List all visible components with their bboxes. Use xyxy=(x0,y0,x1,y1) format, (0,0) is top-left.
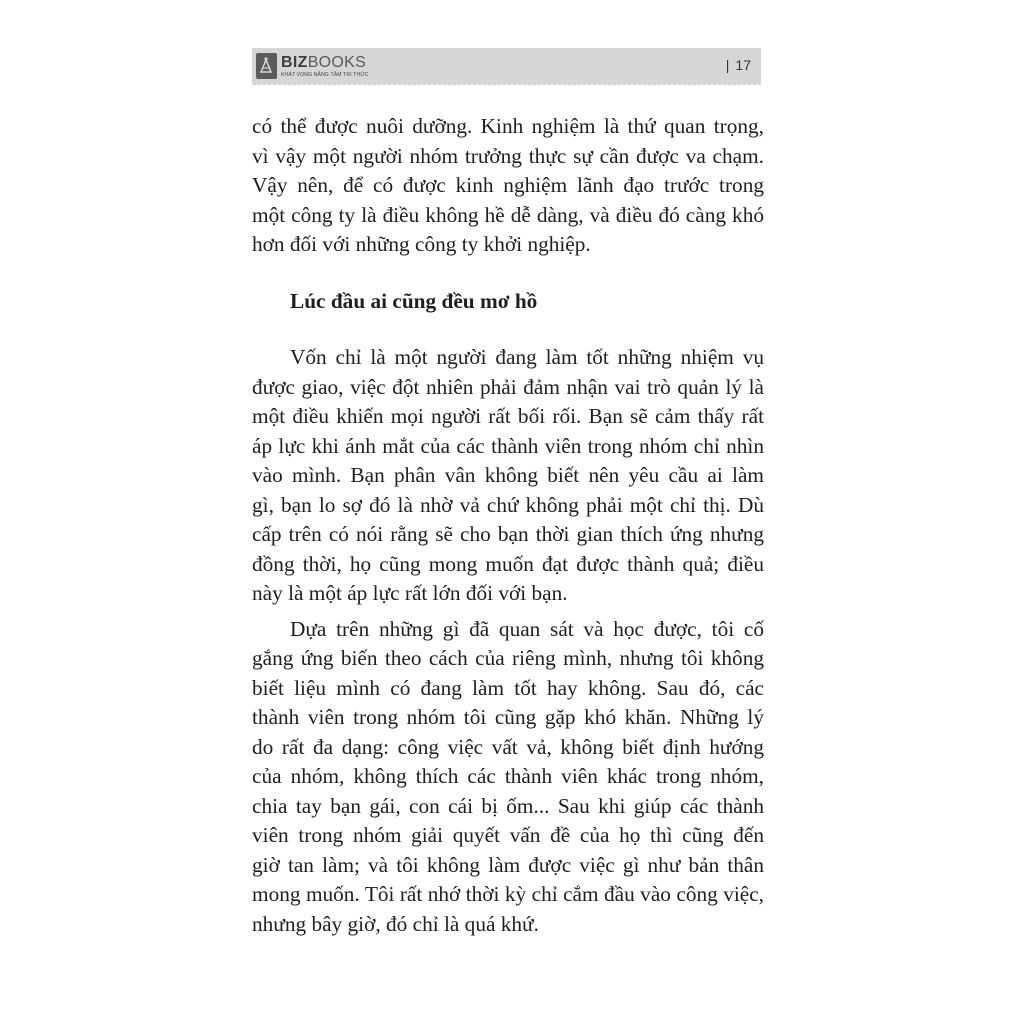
page-number xyxy=(726,57,751,73)
text-line: đồng thời, họ cũng mong muốn đạt được thành quả; điều xyxy=(252,551,764,576)
page-header xyxy=(252,48,761,83)
bizbooks-logo-icon xyxy=(256,53,277,79)
text-line: chia tay bạn gái, con cái bị ốm... Sau khi giúp các thành xyxy=(252,793,764,818)
text-line: nhưng bây giờ, đó chỉ là quá khứ. xyxy=(252,911,539,936)
bizbooks-logo xyxy=(256,52,369,80)
text-line: mong muốn. Tôi rất nhớ thời kỳ chỉ cắm đầu vào công việc, xyxy=(252,882,764,906)
text-line: của nhóm, không thích các thành viên khác trong nhóm, xyxy=(252,764,764,788)
text-line: áp lực khi ánh mắt của các thành viên trong nhóm chỉ nhìn xyxy=(252,433,764,458)
text-line: một công ty là điều không hề dễ dàng, và điều đó càng khó xyxy=(252,202,764,227)
brand-name xyxy=(281,55,369,71)
text-line: giờ tan làm; và tôi không làm được việc gì như bản thân xyxy=(252,852,764,877)
brand-tagline: KHÁT VỌNG NÂNG TẦM TRI THỨC xyxy=(281,71,369,78)
text-line: gì, bạn lo sợ đó là nhờ vả chứ không phải một chỉ thị. Dù xyxy=(252,492,764,517)
text-line: này là một áp lực rất lớn đối với bạn. xyxy=(252,581,568,605)
text-line: Vốn chỉ là một người đang làm tốt những nhiệm vụ xyxy=(290,345,764,369)
body-paragraph-2 xyxy=(252,615,764,940)
text-line: hơn đối với những công ty khởi nghiệp. xyxy=(252,232,591,256)
text-line: có thể được nuôi dưỡng. Kinh nghiệm là thứ quan trọng, xyxy=(252,114,764,138)
text-line: cấp trên có nói rằng sẽ cho bạn thời gian thích ứng nhưng xyxy=(252,522,764,546)
text-line: Vậy nên, để có được kinh nghiệm lãnh đạo trước trong xyxy=(252,173,764,197)
text-line: được giao, việc đột nhiên phải đảm nhận vai trò quản lý là xyxy=(252,374,764,399)
page-number-value: 17 xyxy=(735,57,751,73)
brand-books: BOOKS xyxy=(307,53,367,71)
body-paragraph-1 xyxy=(252,343,764,609)
text-line: vào mình. Bạn phân vân không biết nên yêu cầu ai làm xyxy=(252,463,764,487)
text-line: thành viên trong nhóm tôi cũng gặp khó khăn. Những lý xyxy=(252,705,764,729)
page-separator: | xyxy=(725,57,730,73)
text-line: Dựa trên những gì đã quan sát và học được, tôi cố xyxy=(290,616,764,641)
text-line: một điều khiến mọi người rất bối rối. Bạn sẽ cảm thấy rất xyxy=(252,404,764,428)
page-body xyxy=(252,112,764,939)
text-line: do rất đa dạng: công việc vất vả, không biết định hướng xyxy=(252,734,764,759)
brand-biz: BIZ xyxy=(281,53,308,71)
text-line: viên trong nhóm giải quyết vấn đề của họ thì cũng đến xyxy=(252,823,764,847)
section-heading: Lúc đầu ai cũng đều mơ hồ xyxy=(290,288,538,313)
text-line: vì vậy một người nhóm trưởng thực sự cần được va chạm. xyxy=(252,143,764,168)
header-scalloped-edge xyxy=(252,83,761,88)
intro-paragraph xyxy=(252,112,764,260)
text-line: gắng ứng biến theo cách của riêng mình, nhưng tôi không xyxy=(252,646,764,670)
text-line: biết liệu mình có đang làm tốt hay không. Sau đó, các xyxy=(252,675,764,700)
